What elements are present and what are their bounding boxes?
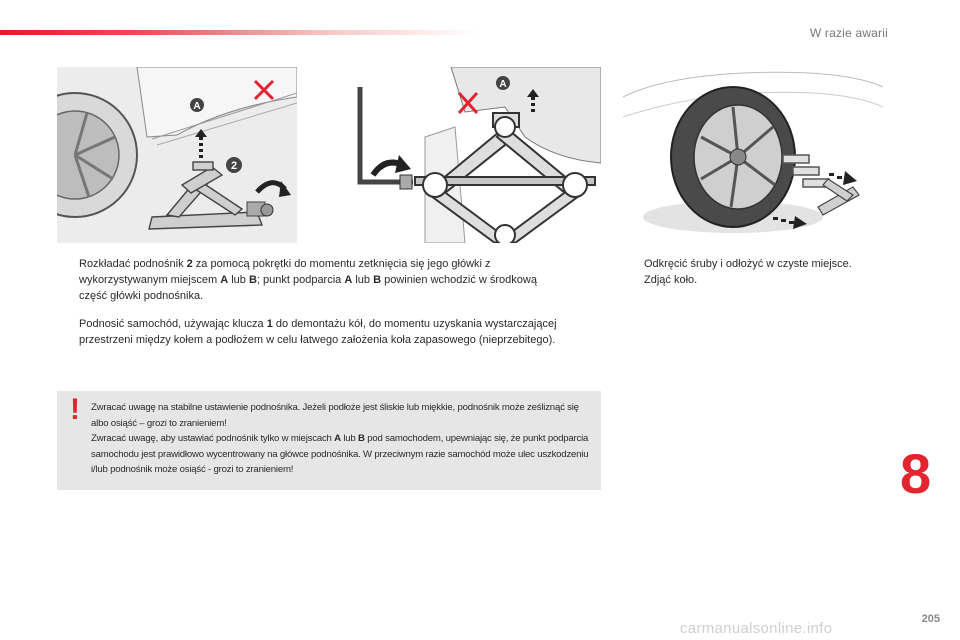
wheel-removal-illustration [623,67,883,243]
instruction-unscrew-bolts [623,256,913,272]
warning-text [91,400,596,478]
warning-line-2: Zwracać uwagę, aby ustawiać podnośnik tylko w miejscach A lub B pod samochodem, upewniając się, że punkt podparcia samochodu jest prawidłowo wycentrowany na główce podnośnika. W przeciwnym razie samochód może ulec uszkodzeniu i/lub podnośnik może osiąść - grozi to zranieniem! [91,433,589,475]
figure-jack-closeup [355,67,601,243]
instruction-raise-jack [58,256,558,304]
jack-closeup-illustration [355,67,601,243]
instruction-text: Zdjąć koło. [644,274,698,286]
section-title: W razie awarii [809,26,888,40]
label-a: A [193,101,201,112]
figure-wheel-removal [623,67,883,243]
label-a: A [499,79,507,90]
instruction-text: Odkręcić śruby i odłożyć w czyste miejsce. [644,258,852,270]
header-accent-bar [0,30,480,35]
chapter-number: 8 [900,442,932,505]
warning-icon: ! [70,393,80,426]
instruction-lift-car [58,316,558,348]
label-2: 2 [230,160,238,172]
watermark: carmanualsonline.info [680,620,833,637]
warning-box [57,391,601,490]
instruction-text: Rozkładać podnośnik 2 za pomocą pokrętki do momentu zetknięcia się jego główki z wykorzystywanym miejscem A lub B; punkt podparcia A lub B powinien wchodzić w środkową część główki podnośnika. [79,258,537,302]
warning-line-1: Zwracać uwagę na stabilne ustawienie podnośnika. Jeżeli podłoże jest śliskie lub miękkie, podnośnik może ześliznąć się albo osiąść – grozi to zranieniem! [91,402,579,429]
page-number: 205 [921,613,940,625]
jack-sill-illustration [57,67,297,243]
instruction-text: Podnosić samochód, używając klucza 1 do demontażu kół, do momentu uzyskania wystarczającej przestrzeni między kołem a podłożem w celu łatwego założenia koła zapasowego (nieprzebitego). [79,318,557,346]
figure-jack-sill [57,67,297,243]
instruction-remove-wheel [623,272,913,288]
